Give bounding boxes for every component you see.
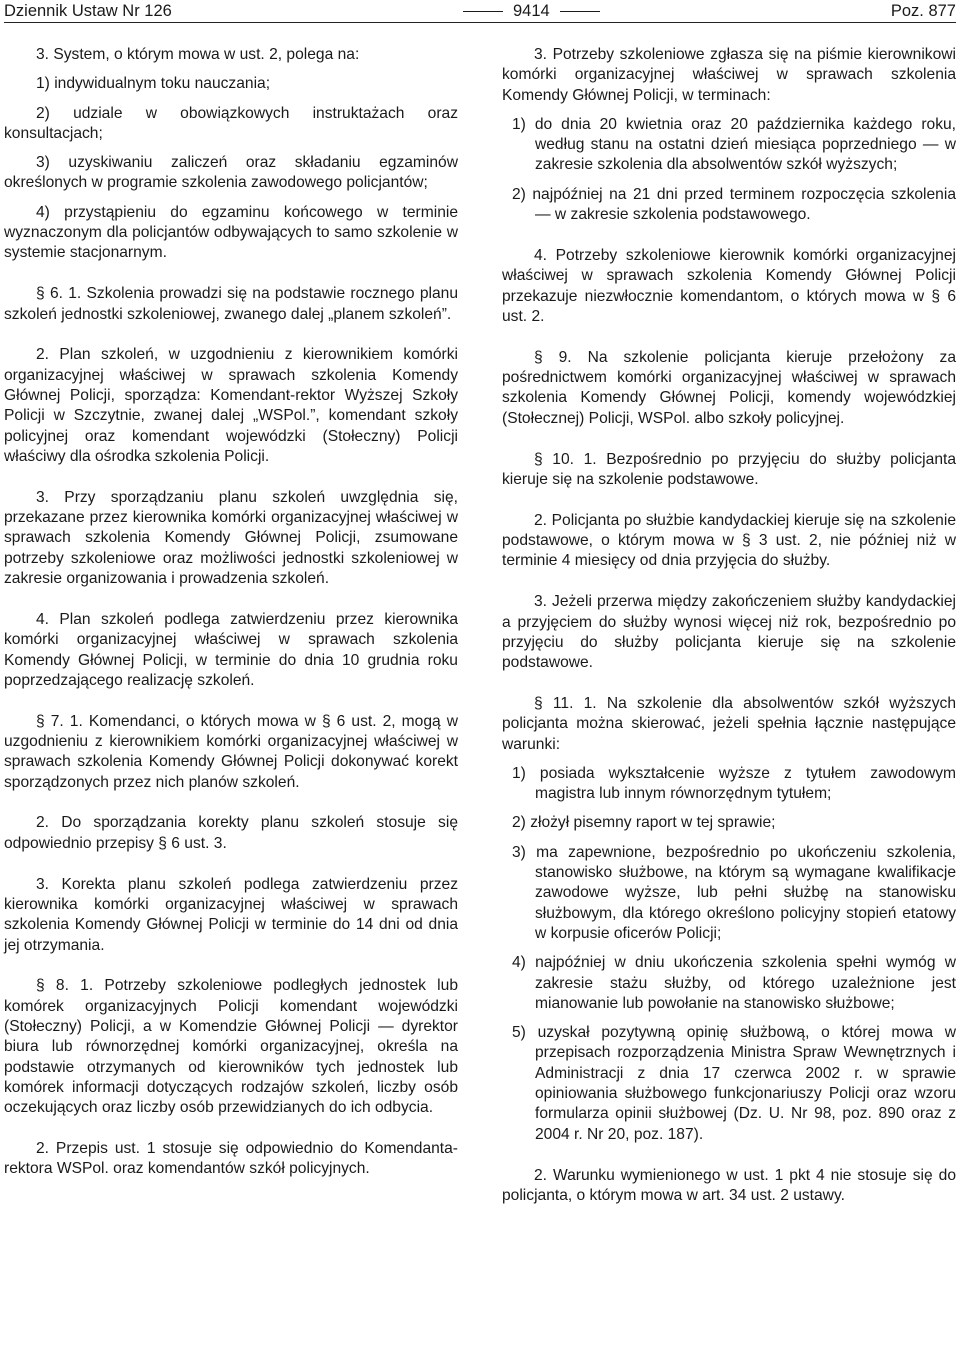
text-columns (4, 45, 956, 1227)
section-paragraph: § 7. 1. Komendanci, o których mowa w § 6 ust. 2, mogą w uzgodnieniu z kierownikiem komórki organizacyjnej właściwej w sprawach szkolenia Komendy Głównej Policji dokonywać korekt sporządzonych przez nich planów szkoleń. (4, 712, 458, 791)
right-column (502, 45, 956, 1227)
section-paragraph: § 6. 1. Szkolenia prowadzi się na podstawie rocznego planu szkoleń jednostki szkoleniowej, zwanego dalej „planem szkoleń”. (4, 285, 458, 323)
list-item: 1) indywidualnym toku nauczania; (36, 75, 271, 93)
journal-title: Dziennik Ustaw Nr 126 (4, 1, 172, 20)
list-item: 1) do dnia 20 kwietnia oraz 20 października każdego roku, według stanu na ostatni dzień miesiąca poprzedniego — w zakresie szkolenia dla absolwentów szkół wyższych; (512, 115, 956, 174)
paragraph: 3. System, o którym mowa w ust. 2, polega na: (36, 46, 360, 63)
section-paragraph: § 9. Na szkolenie policjanta kieruje przełożony za pośrednictwem komórki organizacyjnej właściwej w sprawach szkolenia Komendy Głównej Policji, komendy wojewódzkiej (Stołecznej) Policji, WSPol. albo szkoły policyjnej. (502, 348, 956, 427)
paragraph: 3. Potrzeby szkoleniowe zgłasza się na piśmie kierownikowi komórki organizacyjnej właściwej w sprawach szkolenia Komendy Głównej Policji, w terminach: (502, 46, 956, 104)
paragraph: 4. Plan szkoleń podlega zatwierdzeniu przez kierownika komórki organizacyjnej właściwej w sprawach szkolenia Komendy Głównej Policji, w terminie do dnia 10 grudnia roku poprzedzającego realizację szkoleń. (4, 610, 458, 689)
list-item: 2) złożył pisemny raport w tej sprawie; (512, 814, 776, 832)
paragraph: 3. Korekta planu szkoleń podlega zatwierdzeniu przez kierownika komórki organizacyjnej właściwej w sprawach szkolenia Komendy Głównej Policji w terminie do 14 dni od dnia jej otrzymania. (4, 875, 458, 954)
paragraph: 3. Przy sporządzaniu planu szkoleń uwzględnia się, przekazane przez kierownika komórki organizacyjnej właściwej w sprawach szkolenia Komendy Głównej Policji, zsumowane potrzeby szkoleniowe oraz możliwości jednostki szkoleniowej w zakresie organizowania i prowadzenia szkoleń. (4, 488, 458, 588)
page-number: 9414 (512, 1, 550, 20)
paragraph: 2. Policjanta po służbie kandydackiej kieruje się na szkolenie podstawowe, o którym mowa w § 3 ust. 2, nie później niż w terminie 4 miesięcy od dnia przyjęcia do służby. (502, 511, 956, 570)
section-paragraph: § 11. 1. Na szkolenie dla absolwentów szkół wyższych policjanta można skierować, jeżeli spełnia łącznie następujące warunki: (502, 694, 956, 753)
paragraph: 4. Potrzeby szkoleniowe kierownik komórki organizacyjnej właściwej w sprawach szkolenia Komendy Głównej Policji przekazuje niezwłocznie komendantom, o których mowa w § 6 ust. 2. (502, 246, 956, 325)
list-item: 5) uzyskał pozytywną opinię służbową, o której mowa w przepisach rozporządzenia Ministra Spraw Wewnętrznych i Administracji z dnia 17 czerwca 2002 r. w sprawie opiniowania służbowego funkcjonariuszy Policji oraz wzoru formularza opinii służbowej (Dz. U. Nr 98, poz. 890 oraz z 2004 r. Nr 20, poz. 187). (512, 1024, 956, 1143)
dash-right (560, 11, 600, 12)
list-item: 3) uzyskiwaniu zaliczeń oraz składaniu egzaminów określonych w programie szkolenia zawodowego policjantów; (4, 154, 458, 192)
list-item: 2) udziale w obowiązkowych instruktażach oraz konsultacjach; (4, 104, 458, 142)
section-paragraph: § 10. 1. Bezpośrednio po przyjęciu do służby policjanta kieruje się na szkolenie podstawowe. (502, 450, 956, 488)
list-item: 1) posiada wykształcenie wyższe z tytułem zawodowym magistra lub innym równorzędnym tytułem; (512, 764, 956, 803)
paragraph: 2. Przepis ust. 1 stosuje się odpowiednio do Komendanta-rektora WSPol. oraz komendantów szkół policyjnych. (4, 1140, 458, 1178)
paragraph: 2. Warunku wymienionego w ust. 1 pkt 4 nie stosuje się do policjanta, o którym mowa w art. 34 ust. 2 ustawy. (502, 1166, 956, 1204)
section-paragraph: § 8. 1. Potrzeby szkoleniowe podległych jednostek lub komórek organizacyjnych Policji komendant wojewódzki (Stołeczny) Policji, a w Komendzie Głównej Policji — dyrektor biura lub równorzędnej komórki organizacyjnej, określa na podstawie otrzymanych od kierowników tych jednostek lub komórek informacji dotyczących rodzajów szkoleń, liczby osób oczekujących oraz liczby osób przewidzianych do ich odbycia. (4, 977, 458, 1117)
paragraph: 2. Plan szkoleń, w uzgodnieniu z kierownikiem komórki organizacyjnej właściwej w sprawach szkolenia Komendy Głównej Policji, sporządza: Komendant-rektor Wyższej Szkoły Policji w Szczytnie, zwanej dalej „WSPol.”, komendant szkoły policyjnej oraz komendant wojewódzki (Stołeczny) Policji właściwy dla ośrodka szkolenia Policji. (4, 346, 458, 465)
list-item: 3) ma zapewnione, bezpośrednio po ukończeniu szkolenia, stanowisko służbowe, na którym są wymagane kwalifikacje zawodowe wyższe, lub pełni służbę na stanowisku służbowym, dla którego określono policyjny stopień etatowy w korpusie oficerów Policji; (512, 843, 956, 942)
paragraph: 3. Jeżeli przerwa między zakończeniem służby kandydackiej a przyjęciem do służby wynosi więcej niż rok, bezpośrednio po przyjęciu do służby policjanta kieruje się na szkolenie podstawowe. (502, 593, 956, 672)
left-column (4, 45, 458, 1227)
list-item: 4) najpóźniej w dniu ukończenia szkolenia spełni wymóg w zakresie stażu służby, od którego uzależnione jest mianowanie lub powołanie na stanowisko służbowe; (512, 954, 956, 1012)
page-header (4, 0, 956, 23)
position-number: Poz. 877 (890, 1, 956, 20)
page-number-block (453, 2, 610, 21)
dash-left (463, 11, 503, 12)
list-item: 2) najpóźniej na 21 dni przed terminem rozpoczęcia szkolenia — w zakresie szkolenia podstawowego. (512, 185, 956, 224)
list-item: 4) przystąpieniu do egzaminu końcowego w terminie wyznaczonym dla policjantów odbywających to samo szkolenie w systemie stacjonarnym. (4, 203, 458, 262)
paragraph: 2. Do sporządzania korekty planu szkoleń stosuje się odpowiednio przepisy § 6 ust. 3. (4, 814, 458, 852)
